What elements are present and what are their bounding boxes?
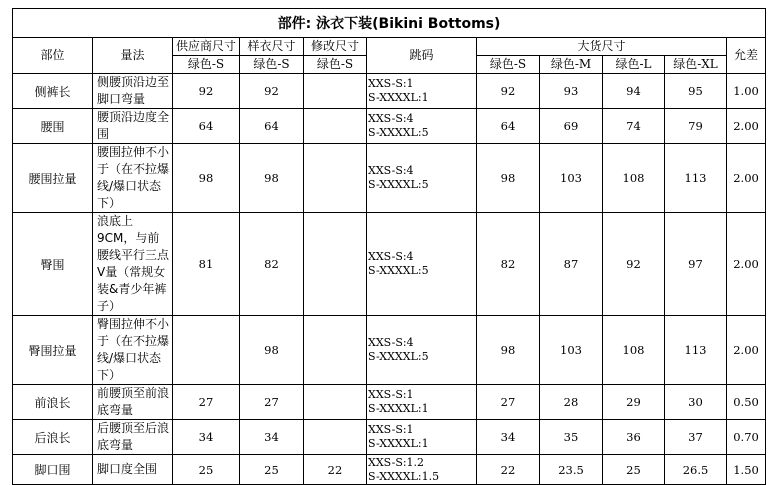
row-bulk-xl: 113: [665, 316, 727, 385]
row-bulk-m: 35: [540, 420, 603, 455]
row-part: 臀围拉量: [13, 316, 93, 385]
row-sample-size: 34: [240, 420, 304, 455]
row-bulk-s: 82: [477, 213, 540, 316]
row-tolerance: 1.50: [727, 455, 766, 485]
row-method: 脚口度全围: [93, 455, 173, 485]
row-bulk-s: 27: [477, 385, 540, 420]
table-row: [13, 74, 766, 109]
row-bulk-l: 94: [603, 74, 665, 109]
row-sample-size: 82: [240, 213, 304, 316]
subheader-bulk-l: 绿色-L: [603, 56, 665, 74]
grade-s-xxxxl: S-XXXXL:1: [368, 437, 429, 450]
subheader-bulk-m: 绿色-M: [540, 56, 603, 74]
row-sample-size: 98: [240, 316, 304, 385]
subheader-bulk-xl: 绿色-XL: [665, 56, 727, 74]
table-row: [13, 455, 766, 485]
row-bulk-s: 22: [477, 455, 540, 485]
row-method: 臀围拉伸不小于（在不拉爆线/爆口状态下）: [93, 316, 173, 385]
header-supplier: 供应商尺寸: [173, 38, 240, 56]
row-part: 前浪长: [13, 385, 93, 420]
row-tolerance: 2.00: [727, 109, 766, 144]
row-sample-size: 92: [240, 74, 304, 109]
table-row: [13, 144, 766, 213]
subheader-supplier-size: 绿色-S: [173, 56, 240, 74]
row-part: 后浪长: [13, 420, 93, 455]
table-row: [13, 213, 766, 316]
row-bulk-l: 25: [603, 455, 665, 485]
row-sample-size: 98: [240, 144, 304, 213]
header-bulk: 大货尺寸: [477, 38, 727, 56]
grade-xxs-s: XXS-S:1: [368, 388, 414, 401]
subheader-sample-size: 绿色-S: [240, 56, 304, 74]
grade-s-xxxxl: S-XXXXL:5: [368, 178, 429, 191]
row-revised-size: 22: [304, 455, 367, 485]
grade-s-xxxxl: S-XXXXL:1: [368, 402, 429, 415]
row-bulk-l: 36: [603, 420, 665, 455]
row-method: 后腰顶至后浪底弯量: [93, 420, 173, 455]
row-supplier-size: 81: [173, 213, 240, 316]
row-sample-size: 64: [240, 109, 304, 144]
row-bulk-m: 103: [540, 316, 603, 385]
subheader-revised-size: 绿色-S: [304, 56, 367, 74]
row-method: 前腰顶至前浪底弯量: [93, 385, 173, 420]
row-tolerance: 2.00: [727, 316, 766, 385]
row-grading: [367, 316, 477, 385]
row-revised-size: [304, 385, 367, 420]
row-bulk-xl: 26.5: [665, 455, 727, 485]
row-grading: [367, 385, 477, 420]
table-row: [13, 420, 766, 455]
row-bulk-l: 74: [603, 109, 665, 144]
table-title: 部件: 泳衣下装(Bikini Bottoms): [13, 9, 766, 38]
header-grading: 跳码: [367, 38, 477, 74]
grade-xxs-s: XXS-S:4: [368, 164, 414, 177]
grade-xxs-s: XXS-S:4: [368, 250, 414, 263]
grade-xxs-s: XXS-S:4: [368, 336, 414, 349]
row-bulk-xl: 113: [665, 144, 727, 213]
row-revised-size: [304, 316, 367, 385]
row-bulk-m: 28: [540, 385, 603, 420]
row-method: 腰围拉伸不小于（在不拉爆线/爆口状态下）: [93, 144, 173, 213]
row-revised-size: [304, 420, 367, 455]
row-tolerance: 0.50: [727, 385, 766, 420]
row-grading: [367, 420, 477, 455]
spec-table: [12, 8, 766, 485]
row-bulk-m: 93: [540, 74, 603, 109]
row-revised-size: [304, 213, 367, 316]
row-tolerance: 0.70: [727, 420, 766, 455]
grade-s-xxxxl: S-XXXXL:1: [368, 91, 429, 104]
header-revised: 修改尺寸: [304, 38, 367, 56]
row-part: 臀围: [13, 213, 93, 316]
row-bulk-m: 103: [540, 144, 603, 213]
row-bulk-l: 29: [603, 385, 665, 420]
row-bulk-xl: 95: [665, 74, 727, 109]
row-bulk-l: 92: [603, 213, 665, 316]
row-revised-size: [304, 144, 367, 213]
row-bulk-xl: 30: [665, 385, 727, 420]
row-bulk-l: 108: [603, 144, 665, 213]
row-supplier-size: 34: [173, 420, 240, 455]
row-supplier-size: 25: [173, 455, 240, 485]
row-bulk-s: 92: [477, 74, 540, 109]
row-part: 腰围: [13, 109, 93, 144]
table-row: [13, 385, 766, 420]
row-supplier-size: 98: [173, 144, 240, 213]
grade-xxs-s: XXS-S:1: [368, 423, 414, 436]
table-row: [13, 316, 766, 385]
row-method: 侧腰顶沿边至脚口弯量: [93, 74, 173, 109]
row-part: 腰围拉量: [13, 144, 93, 213]
row-bulk-m: 69: [540, 109, 603, 144]
row-bulk-xl: 37: [665, 420, 727, 455]
row-tolerance: 1.00: [727, 74, 766, 109]
row-bulk-s: 64: [477, 109, 540, 144]
grade-s-xxxxl: S-XXXXL:1.5: [368, 469, 440, 483]
row-tolerance: 2.00: [727, 144, 766, 213]
row-bulk-xl: 97: [665, 213, 727, 316]
header-tolerance: 允差: [727, 38, 766, 74]
row-bulk-m: 23.5: [540, 455, 603, 485]
row-grading: [367, 74, 477, 109]
row-bulk-xl: 79: [665, 109, 727, 144]
row-grading: [367, 213, 477, 316]
grade-xxs-s: XXS-S:1: [368, 77, 414, 90]
row-supplier-size: 92: [173, 74, 240, 109]
row-sample-size: 27: [240, 385, 304, 420]
row-bulk-l: 108: [603, 316, 665, 385]
grade-s-xxxxl: S-XXXXL:5: [368, 264, 429, 277]
grade-xxs-s: XXS-S:1.2: [368, 455, 425, 469]
row-supplier-size: 27: [173, 385, 240, 420]
row-method: 浪底上9CM，与前腰线平行三点V量（常规女装&青少年裤子）: [93, 213, 173, 316]
row-grading: [367, 144, 477, 213]
row-revised-size: [304, 74, 367, 109]
row-supplier-size: [173, 316, 240, 385]
table-row: [13, 109, 766, 144]
row-grading: [367, 109, 477, 144]
grade-s-xxxxl: S-XXXXL:5: [368, 350, 429, 363]
row-method: 腰顶沿边度全围: [93, 109, 173, 144]
row-sample-size: 25: [240, 455, 304, 485]
row-grading: [367, 455, 477, 485]
row-bulk-s: 98: [477, 316, 540, 385]
row-bulk-s: 98: [477, 144, 540, 213]
row-revised-size: [304, 109, 367, 144]
row-supplier-size: 64: [173, 109, 240, 144]
row-part: 侧裤长: [13, 74, 93, 109]
row-tolerance: 2.00: [727, 213, 766, 316]
row-part: 脚口围: [13, 455, 93, 485]
subheader-bulk-s: 绿色-S: [477, 56, 540, 74]
header-sample: 样衣尺寸: [240, 38, 304, 56]
header-method: 量法: [93, 38, 173, 74]
grade-s-xxxxl: S-XXXXL:5: [368, 126, 429, 139]
header-part: 部位: [13, 38, 93, 74]
row-bulk-s: 34: [477, 420, 540, 455]
grade-xxs-s: XXS-S:4: [368, 112, 414, 125]
row-bulk-m: 87: [540, 213, 603, 316]
